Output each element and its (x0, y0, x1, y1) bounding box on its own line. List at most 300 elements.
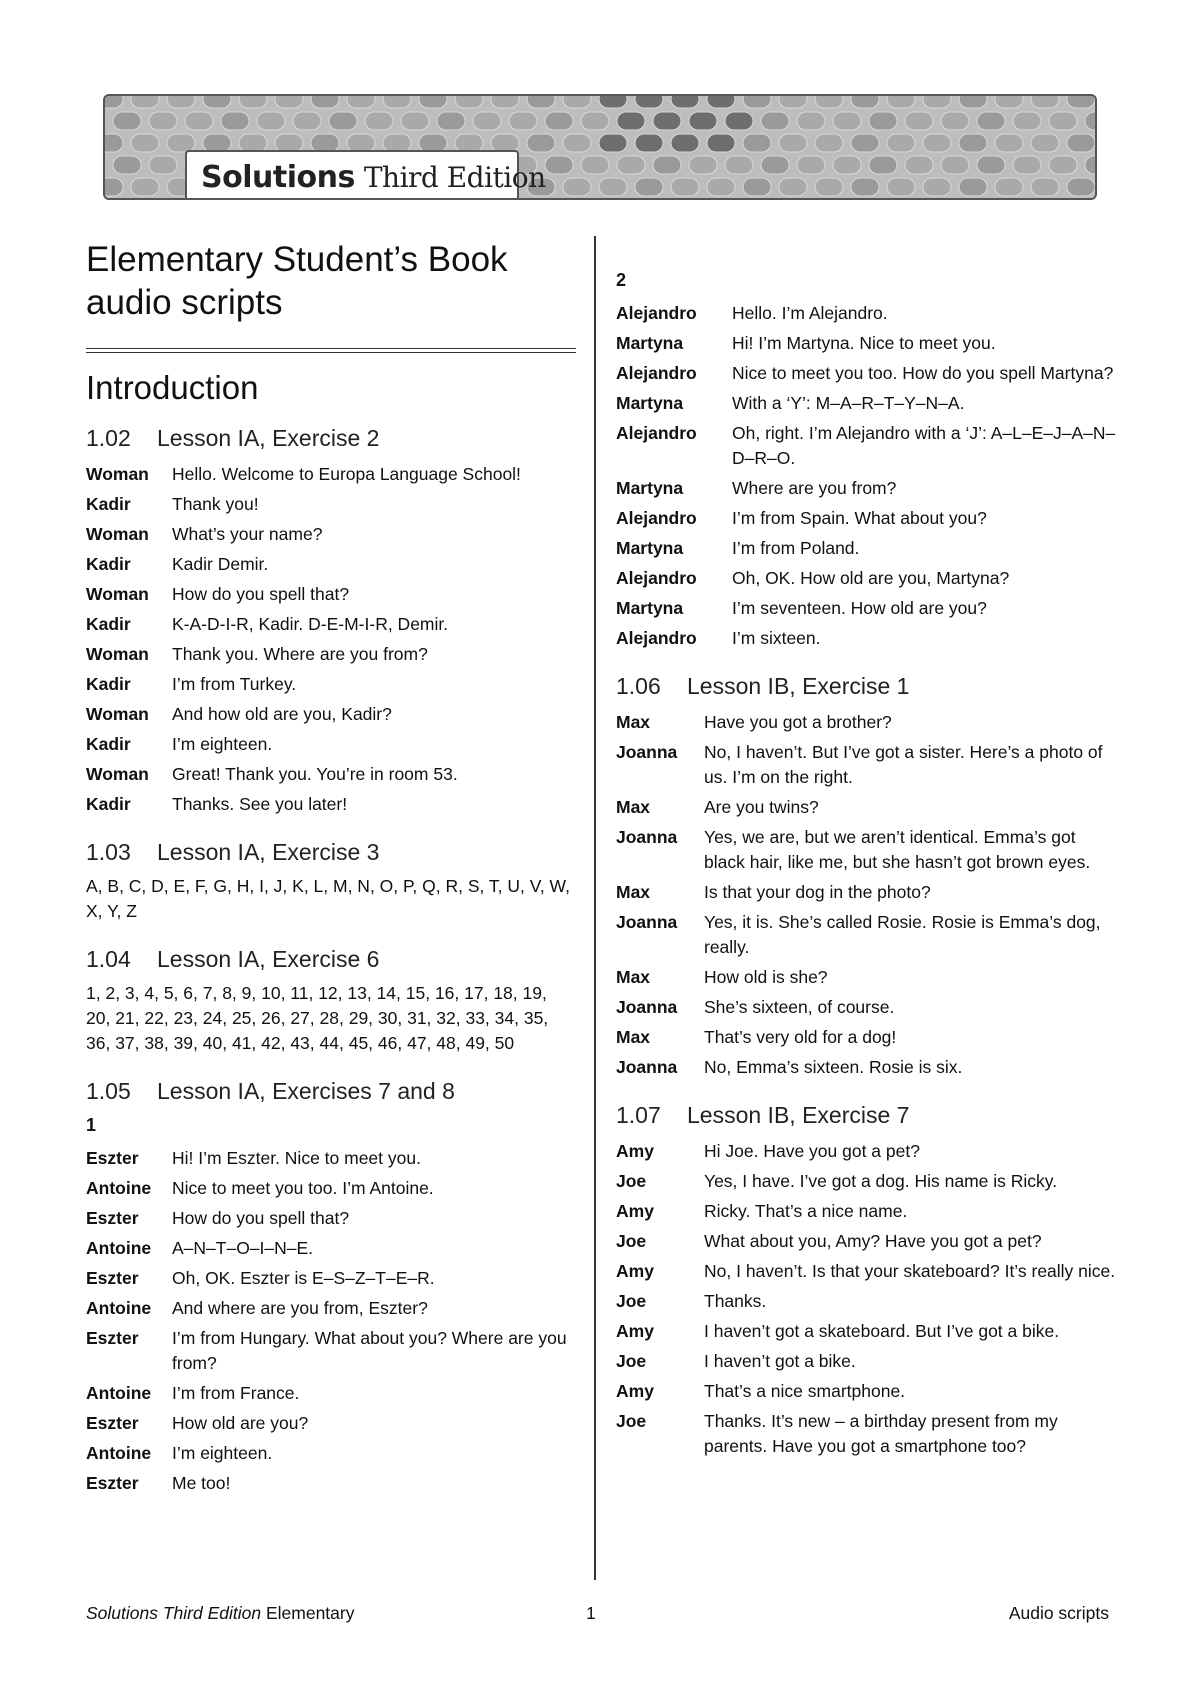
dialogue-line (616, 1349, 1116, 1374)
speech-text: No, I haven’t. But I’ve got a sister. Here’s a photo of us. I’m on the right. (704, 742, 1103, 787)
speech-text: I’m seventeen. How old are you? (732, 598, 987, 618)
banner-pill (959, 134, 987, 152)
banner-pill (545, 112, 573, 130)
banner-pill (707, 178, 735, 196)
speaker-name: Woman (86, 644, 149, 664)
dialogue-line (86, 1176, 576, 1201)
right-column (616, 270, 1116, 1459)
speech-text: Oh, OK. How old are you, Martyna? (732, 568, 1010, 588)
title-rule (86, 348, 576, 353)
speech-text: Oh, right. I’m Alejandro with a ‘J’: A–L–E–J–A–N–D–R–O. (732, 423, 1116, 468)
banner-pill (779, 96, 807, 108)
banner-pill (905, 112, 933, 130)
banner-pill (995, 134, 1023, 152)
banner-pill (105, 178, 123, 196)
banner-pill (959, 178, 987, 196)
speaker-name: Martyna (616, 333, 684, 353)
banner-pill (1031, 178, 1059, 196)
speaker-name: Amy (616, 1201, 654, 1221)
banner-pill (491, 96, 519, 108)
speech-text: Nice to meet you too. How do you spell Martyna? (732, 363, 1114, 383)
column-divider (594, 236, 596, 1580)
speech-text: Oh, OK. Eszter is E–S–Z–T–E–R. (172, 1268, 435, 1288)
banner-pill (851, 96, 879, 108)
speaker-name: Kadir (86, 554, 131, 574)
speech-text: Nice to meet you too. I’m Antoine. (172, 1178, 434, 1198)
dialogue-line (616, 1289, 1116, 1314)
speaker-name: Eszter (86, 1148, 139, 1168)
banner-pill (743, 178, 771, 196)
speech-text: Me too! (172, 1473, 231, 1493)
speaker-name: Amy (616, 1321, 654, 1341)
banner-pill (887, 134, 915, 152)
banner-pill (617, 156, 645, 174)
dialogue-line (616, 710, 1116, 735)
speaker-name: Max (616, 967, 651, 987)
dialogue-line (616, 536, 1116, 561)
section-title: Introduction (86, 369, 259, 406)
speaker-name: Alejandro (616, 363, 697, 383)
dialogue-line (86, 552, 576, 577)
dialogue-line (616, 995, 1116, 1020)
part-label: 2 (616, 270, 627, 290)
dialogue-line (86, 1381, 576, 1406)
speech-text: She’s sixteen, of course. (704, 997, 895, 1017)
speech-text: I haven’t got a skateboard. But I’ve got a bike. (704, 1321, 1060, 1341)
dialogue-line (86, 762, 576, 787)
speech-text: And how old are you, Kadir? (172, 704, 392, 724)
speaker-name: Joe (616, 1411, 647, 1431)
exercise-1-07 (616, 1102, 1116, 1459)
banner-pill (851, 134, 879, 152)
banner-pill (1049, 156, 1077, 174)
banner-pill (887, 96, 915, 108)
banner-pill (635, 178, 663, 196)
speech-text: How old are you? (172, 1413, 309, 1433)
banner-pill (923, 96, 951, 108)
speaker-name: Martyna (616, 393, 684, 413)
left-column (86, 238, 576, 1496)
dialogue-line (86, 1411, 576, 1436)
banner-pill (1013, 112, 1041, 130)
speech-text: I’m from France. (172, 1383, 300, 1403)
speaker-name: Antoine (86, 1238, 152, 1258)
banner-pill (113, 112, 141, 130)
alphabet-text: A, B, C, D, E, F, G, H, I, J, K, L, M, N, O, P, Q, R, S, T, U, V, W, X, Y, Z (86, 876, 570, 921)
speaker-name: Joanna (616, 827, 678, 847)
speaker-name: Kadir (86, 494, 131, 514)
dialogue-line (616, 1379, 1116, 1404)
dialogue-line (616, 476, 1116, 501)
dialogue-line (616, 421, 1116, 471)
dialogue-line (616, 301, 1116, 326)
exercise-1-06 (616, 673, 1116, 1080)
banner-pill (1013, 156, 1041, 174)
banner-pill (563, 96, 591, 108)
speaker-name: Amy (616, 1381, 654, 1401)
speaker-name: Joanna (616, 1057, 678, 1077)
speech-text: K-A-D-I-R, Kadir. D-E-M-I-R, Demir. (172, 614, 449, 634)
banner-pill (203, 96, 231, 108)
banner-pill (545, 156, 573, 174)
speech-text: Is that your dog in the photo? (704, 882, 931, 902)
dialogue-line (616, 1025, 1116, 1050)
speaker-name: Kadir (86, 614, 131, 634)
dialogue-line (86, 732, 576, 757)
banner-pill (105, 134, 123, 152)
part-label: 1 (86, 1115, 97, 1135)
banner-pill (167, 96, 195, 108)
speaker-name: Joe (616, 1351, 647, 1371)
speech-text: I’m from Hungary. What about you? Where are you from? (172, 1328, 567, 1373)
speaker-name: Woman (86, 464, 149, 484)
banner-pill (1067, 134, 1095, 152)
banner-pill (329, 112, 357, 130)
banner-pill (833, 156, 861, 174)
dialogue-line (616, 1259, 1116, 1284)
banner-pill (455, 96, 483, 108)
dialogue-line (86, 462, 576, 487)
dialogue-line (86, 1326, 576, 1376)
speech-text: Ricky. That’s a nice name. (704, 1201, 908, 1221)
dialogue-line (86, 672, 576, 697)
dialogue-line (616, 1169, 1116, 1194)
speaker-name: Alejandro (616, 568, 697, 588)
banner-pill (347, 96, 375, 108)
speaker-name: Woman (86, 584, 149, 604)
banner-pill (689, 112, 717, 130)
dialogue-line (86, 792, 576, 817)
banner-pill (1067, 96, 1095, 108)
exercise-1-05 (86, 1078, 576, 1496)
banner-pill (869, 112, 897, 130)
banner-pill (743, 134, 771, 152)
speech-text: Great! Thank you. You’re in room 53. (172, 764, 458, 784)
banner-pill (779, 134, 807, 152)
speech-text: Thank you! (172, 494, 259, 514)
speaker-name: Joe (616, 1291, 647, 1311)
exercise-heading: 1.02 Lesson IA, Exercise 2 (86, 425, 380, 451)
dialogue-line (86, 1206, 576, 1231)
speech-text: Yes, we are, but we aren’t identical. Emma’s got black hair, like me, but she hasn’t got brown eyes. (704, 827, 1091, 872)
speaker-name: Woman (86, 764, 149, 784)
banner-pill (815, 134, 843, 152)
banner-pill (509, 112, 537, 130)
banner-pill (743, 96, 771, 108)
dialogue-line (86, 1441, 576, 1466)
banner-pill (869, 156, 897, 174)
dialogue-line (616, 965, 1116, 990)
dialogue-line (616, 825, 1116, 875)
dialogue-line (616, 1409, 1116, 1459)
dialogue (86, 1146, 576, 1496)
banner-pill (923, 178, 951, 196)
banner-pill (401, 112, 429, 130)
speech-text: No, I haven’t. Is that your skateboard? It’s really nice. (704, 1261, 1116, 1281)
speech-text: I’m from Turkey. (172, 674, 297, 694)
speaker-name: Joanna (616, 912, 678, 932)
speech-text: That’s very old for a dog! (704, 1027, 897, 1047)
dialogue-line (86, 702, 576, 727)
banner-pill (599, 96, 627, 108)
dialogue-line (86, 1266, 576, 1291)
speaker-name: Max (616, 712, 651, 732)
banner-pill (527, 134, 555, 152)
page-number: 1 (586, 1603, 596, 1623)
speech-text: With a ‘Y’: M–A–R–T–Y–N–A. (732, 393, 965, 413)
banner-pill (761, 112, 789, 130)
exercise-heading: 1.04 Lesson IA, Exercise 6 (86, 946, 380, 972)
banner-pill (383, 96, 411, 108)
banner-pill (1067, 178, 1095, 196)
speech-text: How old is she? (704, 967, 828, 987)
speaker-name: Eszter (86, 1268, 139, 1288)
banner-pill (617, 112, 645, 130)
dialogue-line (616, 1319, 1116, 1344)
speaker-name: Alejandro (616, 508, 697, 528)
banner-pill (905, 156, 933, 174)
dialogue (616, 1139, 1116, 1459)
speaker-name: Joanna (616, 742, 678, 762)
banner-pill (473, 112, 501, 130)
banner-pill (977, 156, 1005, 174)
speech-text: I’m sixteen. (732, 628, 821, 648)
banner-pill (221, 112, 249, 130)
banner-pill (599, 178, 627, 196)
speech-text: Yes, it is. She’s called Rosie. Rosie is Emma’s dog, really. (704, 912, 1101, 957)
dialogue-line (616, 910, 1116, 960)
banner-pill (977, 112, 1005, 130)
banner-pill (635, 96, 663, 108)
speech-text: What about you, Amy? Have you got a pet? (704, 1231, 1042, 1251)
speaker-name: Eszter (86, 1473, 139, 1493)
speaker-name: Martyna (616, 598, 684, 618)
speech-text: Thanks. See you later! (172, 794, 348, 814)
speech-text: Thanks. (704, 1291, 767, 1311)
speech-text: I’m eighteen. (172, 1443, 273, 1463)
speaker-name: Max (616, 797, 651, 817)
banner-pill (131, 178, 159, 196)
speech-text: Thanks. It’s new – a birthday present from my parents. Have you got a smartphone too? (704, 1411, 1058, 1456)
banner-pill (689, 156, 717, 174)
banner-pill (671, 96, 699, 108)
banner-pill (581, 156, 609, 174)
dialogue-line (86, 1146, 576, 1171)
speech-text: I haven’t got a bike. (704, 1351, 856, 1371)
dialogue (616, 301, 1116, 651)
banner-pill (671, 134, 699, 152)
speaker-name: Joe (616, 1231, 647, 1251)
speech-text: Yes, I have. I’ve got a dog. His name is Ricky. (704, 1171, 1058, 1191)
dialogue-line (616, 331, 1116, 356)
banner-pill (149, 156, 177, 174)
speaker-name: Martyna (616, 538, 684, 558)
banner-pill (1031, 96, 1059, 108)
banner-pill (113, 156, 141, 174)
banner-pill (959, 96, 987, 108)
header-banner (103, 94, 1097, 200)
exercise-heading: 1.03 Lesson IA, Exercise 3 (86, 839, 380, 865)
speech-text: Are you twins? (704, 797, 819, 817)
dialogue-line (86, 1236, 576, 1261)
banner-pill (995, 96, 1023, 108)
banner-pill (365, 112, 393, 130)
banner-pill (797, 112, 825, 130)
speech-text: No, Emma’s sixteen. Rosie is six. (704, 1057, 963, 1077)
speaker-name: Antoine (86, 1383, 152, 1403)
dialogue-line (616, 626, 1116, 651)
speech-text: Hello. I’m Alejandro. (732, 303, 888, 323)
banner-pill (707, 96, 735, 108)
document-title: Elementary Student’s Book audio scripts (86, 240, 508, 322)
banner-pill (1049, 112, 1077, 130)
speech-text: Hello. Welcome to Europa Language School! (172, 464, 521, 484)
speaker-name: Antoine (86, 1443, 152, 1463)
speaker-name: Kadir (86, 734, 131, 754)
speaker-name: Woman (86, 524, 149, 544)
speaker-name: Joe (616, 1171, 647, 1191)
dialogue-line (616, 795, 1116, 820)
speech-text: Kadir Demir. (172, 554, 269, 574)
speaker-name: Alejandro (616, 303, 697, 323)
speech-text: I’m from Spain. What about you? (732, 508, 987, 528)
speaker-name: Antoine (86, 1178, 152, 1198)
speech-text: Hi! I’m Eszter. Nice to meet you. (172, 1148, 421, 1168)
banner-pill (185, 112, 213, 130)
brand-logo: Solutions Third Edition (201, 160, 546, 195)
banner-pill (887, 178, 915, 196)
banner-pill (563, 134, 591, 152)
exercise-1-02 (86, 425, 576, 817)
speaker-name: Kadir (86, 674, 131, 694)
dialogue-line (616, 880, 1116, 905)
speaker-name: Amy (616, 1261, 654, 1281)
speaker-name: Alejandro (616, 423, 697, 443)
banner-pill (581, 112, 609, 130)
banner-pill (419, 96, 447, 108)
dialogue-line (616, 1055, 1116, 1080)
speech-text: Hi! I’m Martyna. Nice to meet you. (732, 333, 996, 353)
banner-pill (563, 178, 591, 196)
banner-pill (599, 134, 627, 152)
speaker-name: Eszter (86, 1328, 139, 1348)
banner-pill (671, 178, 699, 196)
banner-pill (257, 112, 285, 130)
dialogue-line (616, 1199, 1116, 1224)
banner-pill (725, 112, 753, 130)
dialogue-line (616, 596, 1116, 621)
dialogue-line (86, 522, 576, 547)
speech-text: A–N–T–O–I–N–E. (172, 1238, 314, 1258)
speaker-name: Eszter (86, 1413, 139, 1433)
speaker-name: Amy (616, 1141, 654, 1161)
speech-text: And where are you from, Eszter? (172, 1298, 428, 1318)
banner-pill (761, 156, 789, 174)
banner-pill (653, 156, 681, 174)
banner-pill (941, 156, 969, 174)
banner-pill (833, 112, 861, 130)
dialogue-line (616, 566, 1116, 591)
speaker-name: Max (616, 1027, 651, 1047)
speech-text: Where are you from? (732, 478, 897, 498)
speaker-name: Antoine (86, 1298, 152, 1318)
dialogue-line (616, 506, 1116, 531)
speech-text: What’s your name? (172, 524, 323, 544)
banner-pill (1031, 134, 1059, 152)
speaker-name: Martyna (616, 478, 684, 498)
dialogue (86, 462, 576, 817)
banner-pill (923, 134, 951, 152)
banner-pill (131, 96, 159, 108)
exercise-1-04 (86, 946, 576, 1056)
speech-text: I’m eighteen. (172, 734, 273, 754)
banner-pill (527, 96, 555, 108)
speaker-name: Kadir (86, 794, 131, 814)
footer-book-title: Solutions Third Edition Elementary (86, 1603, 355, 1623)
banner-pill (293, 112, 321, 130)
dialogue-line (616, 1139, 1116, 1164)
banner-pill (779, 178, 807, 196)
speech-text: How do you spell that? (172, 1208, 350, 1228)
banner-pill (653, 112, 681, 130)
banner-pill (707, 134, 735, 152)
banner-pill (437, 112, 465, 130)
dialogue-line (86, 642, 576, 667)
banner-pill (635, 134, 663, 152)
banner-pill (149, 112, 177, 130)
dialogue-line (616, 361, 1116, 386)
banner-pill (797, 156, 825, 174)
dialogue-line (86, 582, 576, 607)
exercise-heading: 1.07 Lesson IB, Exercise 7 (616, 1102, 910, 1128)
dialogue-line (616, 391, 1116, 416)
dialogue-line (86, 1471, 576, 1496)
speech-text: Have you got a brother? (704, 712, 892, 732)
speech-text: Hi Joe. Have you got a pet? (704, 1141, 920, 1161)
speaker-name: Max (616, 882, 651, 902)
dialogue-line (616, 1229, 1116, 1254)
banner-pill (851, 178, 879, 196)
exercise-heading: 1.06 Lesson IB, Exercise 1 (616, 673, 910, 699)
banner-pill (725, 156, 753, 174)
speech-text: I’m from Poland. (732, 538, 860, 558)
numbers-text: 1, 2, 3, 4, 5, 6, 7, 8, 9, 10, 11, 12, 13, 14, 15, 16, 17, 18, 19, 20, 21, 22, 23, 24, 25, 26, 27, 28, 29, 30, 31, 32, 33, 34, 35, 36, 37, 38, 39, 40, 41, 42, 43, 44, 45, 46, 47, 48, 49, 50 (86, 983, 549, 1053)
speaker-name: Woman (86, 704, 149, 724)
speaker-name: Eszter (86, 1208, 139, 1228)
speech-text: How do you spell that? (172, 584, 350, 604)
dialogue-line (616, 740, 1116, 790)
speaker-name: Alejandro (616, 628, 697, 648)
banner-pill (815, 96, 843, 108)
dialogue-line (86, 1296, 576, 1321)
dialogue (616, 710, 1116, 1080)
speech-text: Thank you. Where are you from? (172, 644, 428, 664)
banner-pill (995, 178, 1023, 196)
exercise-heading: 1.05 Lesson IA, Exercises 7 and 8 (86, 1078, 455, 1104)
banner-pill (941, 112, 969, 130)
footer-section: Audio scripts (1008, 1603, 1109, 1623)
speaker-name: Joanna (616, 997, 678, 1017)
banner-pill (311, 96, 339, 108)
banner-pill (131, 134, 159, 152)
speech-text: That’s a nice smartphone. (704, 1381, 906, 1401)
banner-pill (815, 178, 843, 196)
exercise-1-03 (86, 839, 576, 924)
banner-pill (275, 96, 303, 108)
dialogue-line (86, 612, 576, 637)
dialogue-line (86, 492, 576, 517)
banner-pill (239, 96, 267, 108)
